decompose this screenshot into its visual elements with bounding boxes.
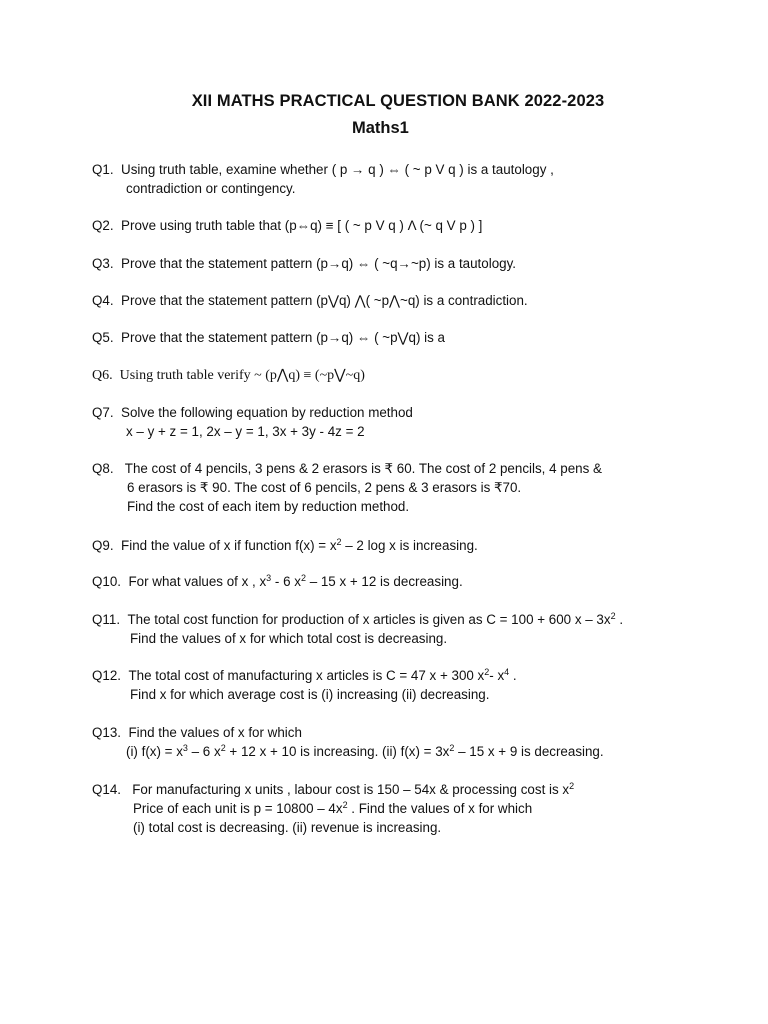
question-4 — [92, 291, 528, 310]
question-text: Find x for which average cost is (i) increasing (ii) decreasing. — [130, 687, 490, 702]
page-subtitle: Maths1 — [352, 119, 409, 137]
question-5 — [92, 328, 445, 347]
question-text: Solve the following equation by reduction method — [121, 405, 413, 420]
question-3 — [92, 254, 516, 273]
question-text: Prove that the statement pattern (p→q) ⇔ ( ~p⋁q) is a — [121, 330, 445, 345]
question-number: Q5. — [92, 330, 114, 345]
question-number: Q12. — [92, 668, 122, 683]
question-text: x – y + z = 1, 2x – y = 1, 3x + 3y - 4z = 2 — [126, 424, 365, 439]
question-text: Using truth table verify ~ (p⋀q) ≡ (~p⋁~q) — [119, 368, 365, 383]
page-title: XII MATHS PRACTICAL QUESTION BANK 2022-2023 — [191, 92, 605, 110]
question-number: Q14. — [92, 782, 122, 797]
question-number: Q13. — [92, 725, 122, 740]
question-number: Q6. — [92, 368, 113, 383]
question-2 — [92, 216, 482, 235]
question-text: For manufacturing x units , labour cost is 150 – 54x & processing cost is $x^2$ — [132, 781, 575, 797]
question-1 — [92, 160, 554, 198]
question-number: Q7. — [92, 405, 114, 420]
question-text: 6 erasors is ₹ 90. The cost of 6 pencils, 2 pens & 3 erasors is ₹70. — [127, 480, 522, 495]
question-12 — [92, 666, 517, 704]
question-text: (i) total cost is decreasing. (ii) revenue is increasing. — [133, 820, 442, 835]
question-number: Q3. — [92, 256, 114, 271]
question-text: Find the cost of each item by reduction method. — [127, 499, 410, 514]
question-text: Prove that the statement pattern (p→q) ⇔ ( ~q→~p) is a tautology. — [121, 256, 517, 271]
question-text: Prove using truth table that (p⇔q) ≡ [ ( ~ p V q ) Λ (~ q V p ) ] — [121, 218, 483, 233]
question-text: For what values of x , $x^3 - 6$ $x^2 - 15$ x + 12 is decreasing. — [128, 573, 463, 589]
question-text: contradiction or contingency. — [126, 181, 296, 196]
question-number: Q4. — [92, 293, 114, 308]
question-number: Q1. — [92, 162, 114, 177]
question-text: The total cost of manufacturing x articles is C = 47 x + 300 $x^2-$ $x^4$ . — [128, 667, 517, 683]
question-text: Find the value of x if function $f(x) = x^2 - 2$ log x is increasing. — [121, 537, 478, 553]
question-14 — [92, 780, 574, 837]
question-text: The total cost function for production of x articles is given as C = 100 + 600 x – $3x^2$ . — [127, 611, 624, 627]
question-text: Using truth table, examine whether ( p → q ) ⇔ ( ~ p V q ) is a tautology , — [121, 162, 554, 177]
question-number: Q2. — [92, 218, 114, 233]
question-text: Find the values of x for which — [128, 725, 302, 740]
question-text: Price of each unit is $p = 10800 - 4x^2$ . Find the values of x for which — [133, 800, 533, 816]
question-11 — [92, 610, 623, 648]
question-13 — [92, 723, 604, 761]
question-6 — [92, 366, 365, 385]
question-7 — [92, 403, 413, 441]
question-8 — [92, 459, 602, 516]
question-number: Q11. — [92, 612, 121, 627]
question-text: (i) $f(x) = x^3 - 6$ $x^2 + 12$ x + 10 is increasing. (ii) $f(x) = 3x^2 - 15$ x + 9 is decreasing. — [126, 743, 604, 759]
question-text: The cost of 4 pencils, 3 pens & 2 erasors is ₹ 60. The cost of 2 pencils, 4 pens & — [124, 461, 602, 476]
question-number: Q9. — [92, 538, 114, 553]
question-9 — [92, 536, 478, 555]
question-10 — [92, 572, 463, 591]
question-text: Find the values of x for which total cost is decreasing. — [130, 631, 448, 646]
question-text: Prove that the statement pattern (p⋁q) ⋀( ~p⋀~q) is a contradiction. — [121, 293, 528, 308]
question-number: Q10. — [92, 574, 122, 589]
question-number: Q8. — [92, 461, 114, 476]
